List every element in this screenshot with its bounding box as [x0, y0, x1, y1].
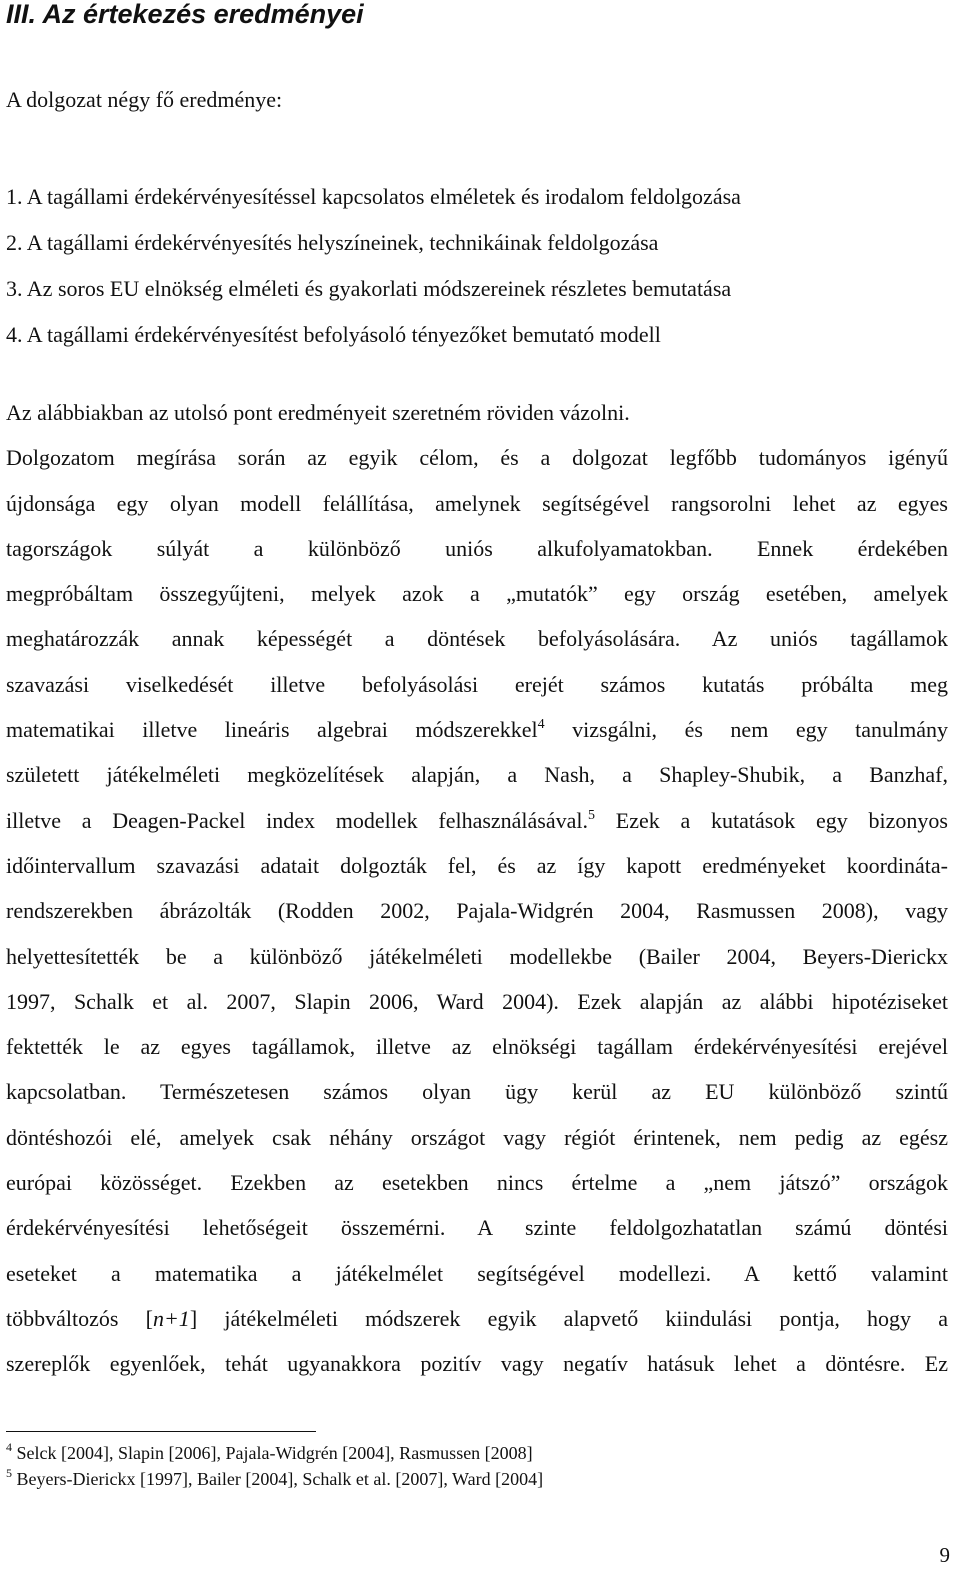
footnote-ref: 4 — [537, 717, 545, 733]
text-line — [6, 707, 948, 752]
result-item: 3. Az soros EU elnökség elméleti és gyakorlati módszereinek részletes bemutatása — [6, 276, 732, 301]
text-line: kapcsolatban. Természetesen számos olyan ügy kerül az EU különböző szintű — [6, 1079, 948, 1105]
footnote-text: Selck [2004], Slapin [2006], Pajala-Widgrén [2004], Rasmussen [2008] — [12, 1443, 533, 1463]
footnote-ref: 5 — [588, 807, 596, 823]
text-line: szereplők egyenlőek, tehát ugyanakkora pozitív vagy negatív hatásuk lehet a döntésre. Ez — [6, 1351, 948, 1377]
text-line: döntéshozói elé, amelyek csak néhány országot vagy régiót érintenek, nem pedig az egész — [6, 1124, 948, 1150]
text-line: újdonsága egy olyan modell felállítása, amelynek segítségével rangsorolni lehet az egyes — [6, 490, 948, 516]
text-line: meghatározzák annak képességét a döntések befolyásolására. Az uniós tagállamok — [6, 626, 948, 652]
footnote-number: 4 — [6, 1440, 12, 1454]
text-line: eseteket a matematika a játékelmélet segítségével modellezi. A kettő valamint — [6, 1260, 948, 1286]
text-line: rendszerekben ábrázolták (Rodden 2002, Pajala-Widgrén 2004, Rasmussen 2008), vagy — [6, 898, 948, 924]
text-line: 1997, Schalk et al. 2007, Slapin 2006, Ward 2004). Ezek alapján az alábbi hipotéziseket — [6, 988, 948, 1014]
text-line: fektették le az egyes tagállamok, illetve az elnökségi tagállam érdekérvényesítési erejével — [6, 1034, 948, 1060]
text-segment: többváltozós [ — [6, 1305, 153, 1331]
result-item: 1. A tagállami érdekérvényesítéssel kapcsolatos elméletek és irodalom feldolgozása — [6, 184, 741, 209]
text-line: tagországok súlyát a különböző uniós alkufolyamatokban. Ennek érdekében — [6, 535, 948, 561]
text-line: Az alábbiakban az utolsó pont eredményeit szeretném röviden vázolni. — [6, 400, 630, 425]
text-segment: Ezek a kutatások egy bizonyos — [595, 807, 948, 833]
text-segment: matematikai illetve lineáris algebrai módszerekkel — [6, 717, 538, 743]
text-line — [6, 798, 948, 843]
text-line: született játékelméleti megközelítések alapján, a Nash, a Shapley-Shubik, a Banzhaf, — [6, 762, 948, 788]
footnote — [6, 1466, 543, 1492]
text-line: érdekérvényesítési lehetőségeit összemérni. A szinte feldolgozhatatlan számú döntési — [6, 1215, 948, 1241]
result-item: 4. A tagállami érdekérvényesítést befolyásoló tényezőket bemutató modell — [6, 322, 661, 347]
text-line: helyettesítették be a különböző játékelméleti modellekbe (Bailer 2004, Beyers-Dierickx — [6, 943, 948, 969]
text-segment: illetve a Deagen-Packel index modellek felhasználásával. — [6, 807, 589, 833]
text-line: európai közösséget. Ezekben az esetekben nincs értelme a „nem játszó” országok — [6, 1170, 948, 1196]
result-item: 2. A tagállami érdekérvényesítés helyszíneinek, technikáinak feldolgozása — [6, 230, 659, 255]
text-line: szavazási viselkedését illetve befolyásolási erejét számos kutatás próbálta meg — [6, 671, 948, 697]
footnotes — [6, 1440, 543, 1492]
text-line: időintervallum szavazási adatait dolgozták fel, és az így kapott eredményeket koordináta- — [6, 852, 948, 878]
text-line — [6, 1296, 948, 1341]
results-list — [6, 174, 741, 358]
math-expression: n+1 — [152, 1305, 190, 1331]
footnote-text: Beyers-Dierickx [1997], Bailer [2004], Schalk et al. [2007], Ward [2004] — [12, 1469, 544, 1489]
text-segment: vizsgálni, és nem egy tanulmány — [544, 717, 948, 743]
body-paragraph — [6, 390, 948, 1387]
footnote-number: 5 — [6, 1466, 12, 1480]
text-segment: ] játékelméleti módszerek egyik alapvető kiindulási pontja, hogy a — [189, 1305, 948, 1331]
footnote-separator — [6, 1431, 316, 1432]
text-line: megpróbáltam összegyűjteni, melyek azok a „mutatók” egy ország esetében, amelyek — [6, 581, 948, 607]
section-heading: III. Az értekezés eredményei — [6, 0, 364, 29]
text-line: Dolgozatom megírása során az egyik célom, és a dolgozat legfőbb tudományos igényű — [6, 445, 948, 471]
footnote — [6, 1440, 543, 1466]
intro-line: A dolgozat négy fő eredménye: — [6, 87, 283, 112]
page-number: 9 — [939, 1543, 950, 1567]
